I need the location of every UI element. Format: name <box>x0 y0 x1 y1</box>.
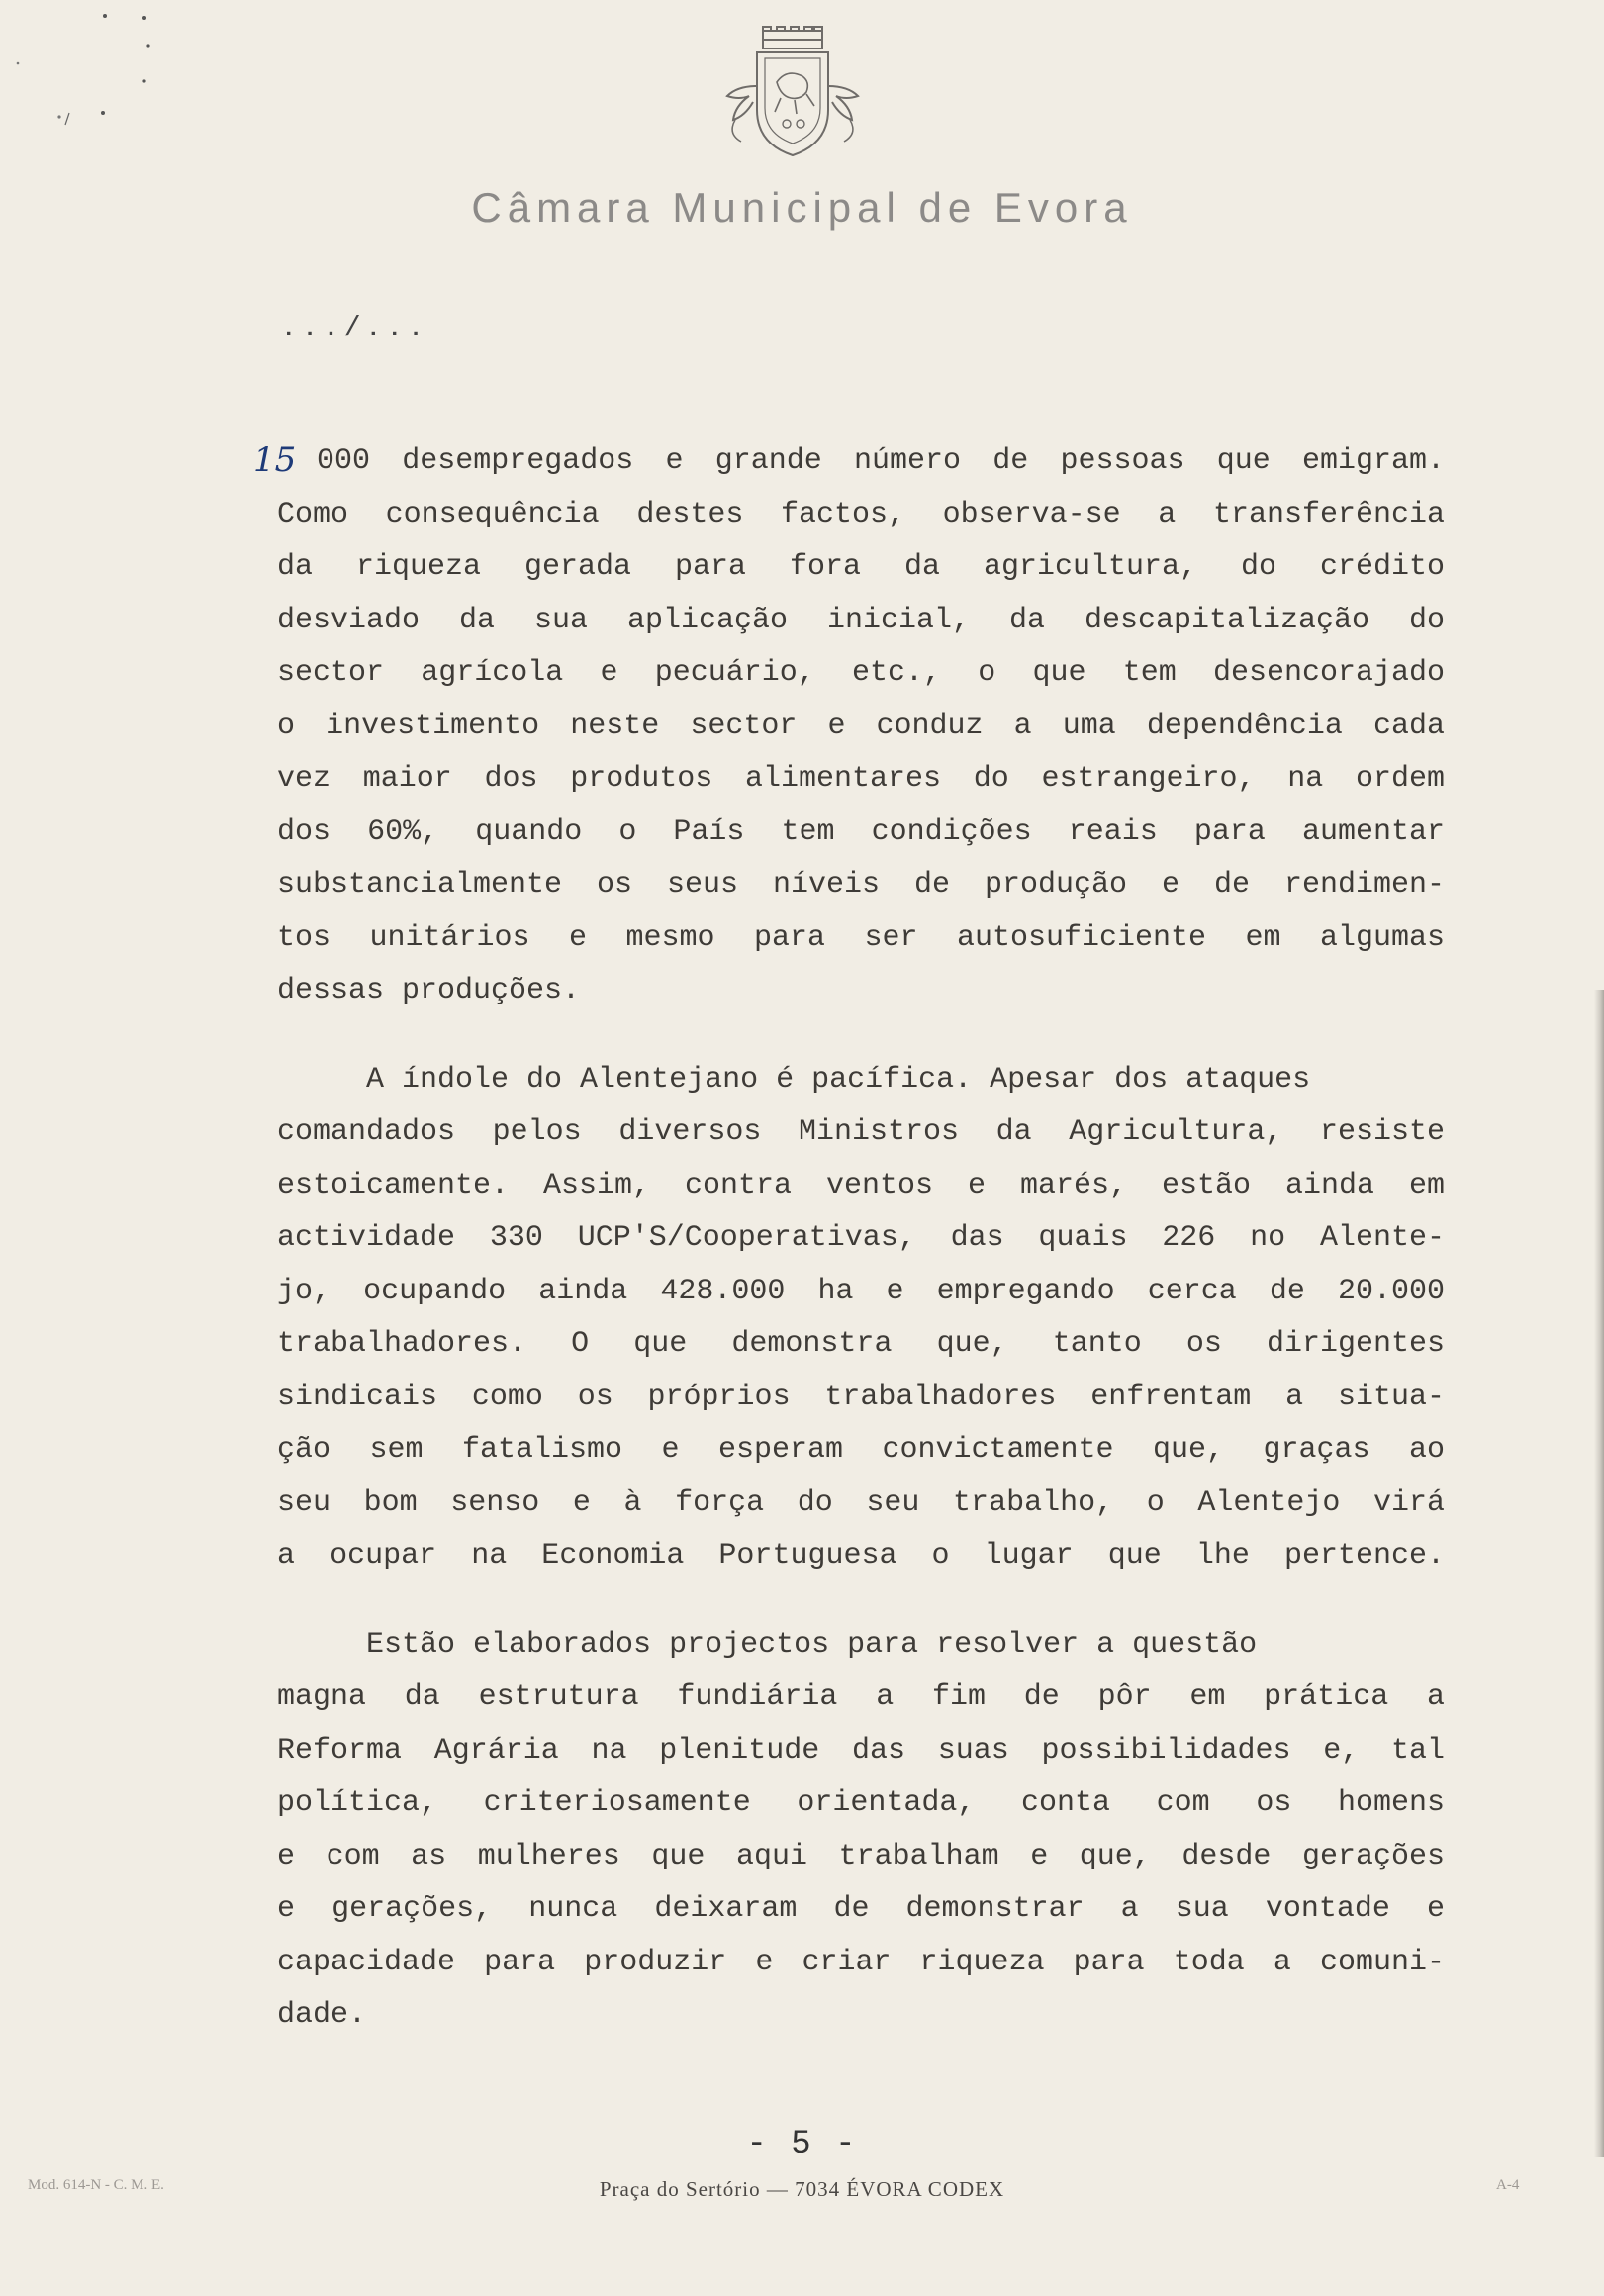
body-text <box>277 435 1445 2043</box>
text-line: substancialmente os seus níveis de produção e de rendimen- <box>277 868 1445 902</box>
text-line: 000 desempregados e grande número de pessoas que emigram. <box>317 444 1445 478</box>
letterhead-title: Câmara Municipal de Evora <box>471 184 1133 231</box>
paragraph-1 <box>277 435 1445 1018</box>
text-line: desviado da sua aplicação inicial, da descapitalização do <box>277 603 1445 637</box>
text-line: A índole do Alentejano é pacífica. Apesar dos ataques <box>277 1062 1311 1097</box>
text-line: política, criteriosamente orientada, conta com os homens <box>277 1786 1445 1820</box>
text-line: e gerações, nunca deixaram de demonstrar a sua vontade e <box>277 1892 1445 1926</box>
text-line: sector agrícola e pecuário, etc., o que tem desencorajado <box>277 656 1445 690</box>
text-line: trabalhadores. O que demonstra que, tanto os dirigentes <box>277 1327 1445 1361</box>
text-line: tos unitários e mesmo para ser autosuficiente em algumas <box>277 920 1445 955</box>
text-line: jo, ocupando ainda 428.000 ha e empregando cerca de 20.000 <box>277 1274 1445 1308</box>
paper-specks <box>14 10 172 148</box>
text-line: seu bom senso e à força do seu trabalho, o Alentejo virá <box>277 1485 1445 1520</box>
text-line: vez maior dos produtos alimentares do estrangeiro, na ordem <box>277 762 1445 796</box>
paragraph-2 <box>277 1054 1445 1583</box>
text-line: dos 60%, quando o País tem condições reais para aumentar <box>277 814 1445 849</box>
scan-edge-shadow <box>1594 990 1604 2157</box>
text-line: dessas produções. <box>277 974 581 1007</box>
page-number: - 5 - <box>746 2126 858 2163</box>
text-line: comandados pelos diversos Ministros da Agricultura, resiste <box>277 1115 1445 1149</box>
text-line: Estão elaborados projectos para resolver a questão <box>277 1627 1258 1662</box>
handwritten-number: 15 <box>253 440 297 480</box>
footer-address: Praça do Sertório — 7034 ÉVORA CODEX <box>599 2177 1005 2201</box>
text-line: sindicais como os próprios trabalhadores enfrentam a situa- <box>277 1380 1445 1414</box>
text-line: Reforma Agrária na plenitude das suas possibilidades e, tal <box>277 1733 1445 1768</box>
text-line: ção sem fatalismo e esperam convictamente que, graças ao <box>277 1433 1445 1467</box>
continuation-mark: .../... <box>280 312 428 344</box>
form-code: Mod. 614-N - C. M. E. <box>28 2177 164 2193</box>
text-line: magna da estrutura fundiária a fim de pôr em prática a <box>277 1680 1445 1714</box>
text-line: dade. <box>277 1998 367 2032</box>
municipal-crest-logo <box>715 25 870 165</box>
text-line: Como consequência destes factos, observa-se a transferência <box>277 497 1445 531</box>
footer-right-code: A-4 <box>1496 2177 1520 2193</box>
paragraph-3 <box>277 1619 1445 2043</box>
text-line: estoicamente. Assim, contra ventos e marés, estão ainda em <box>277 1168 1445 1202</box>
text-line: a ocupar na Economia Portuguesa o lugar que lhe pertence. <box>277 1539 1445 1573</box>
text-line: da riqueza gerada para fora da agricultura, do crédito <box>277 550 1445 584</box>
text-line: e com as mulheres que aqui trabalham e que, desde gerações <box>277 1839 1445 1873</box>
text-line: capacidade para produzir e criar riqueza para toda a comuni- <box>277 1945 1445 1979</box>
text-line: actividade 330 UCP'S/Cooperativas, das quais 226 no Alente- <box>277 1221 1445 1255</box>
text-line: o investimento neste sector e conduz a uma dependência cada <box>277 709 1445 743</box>
